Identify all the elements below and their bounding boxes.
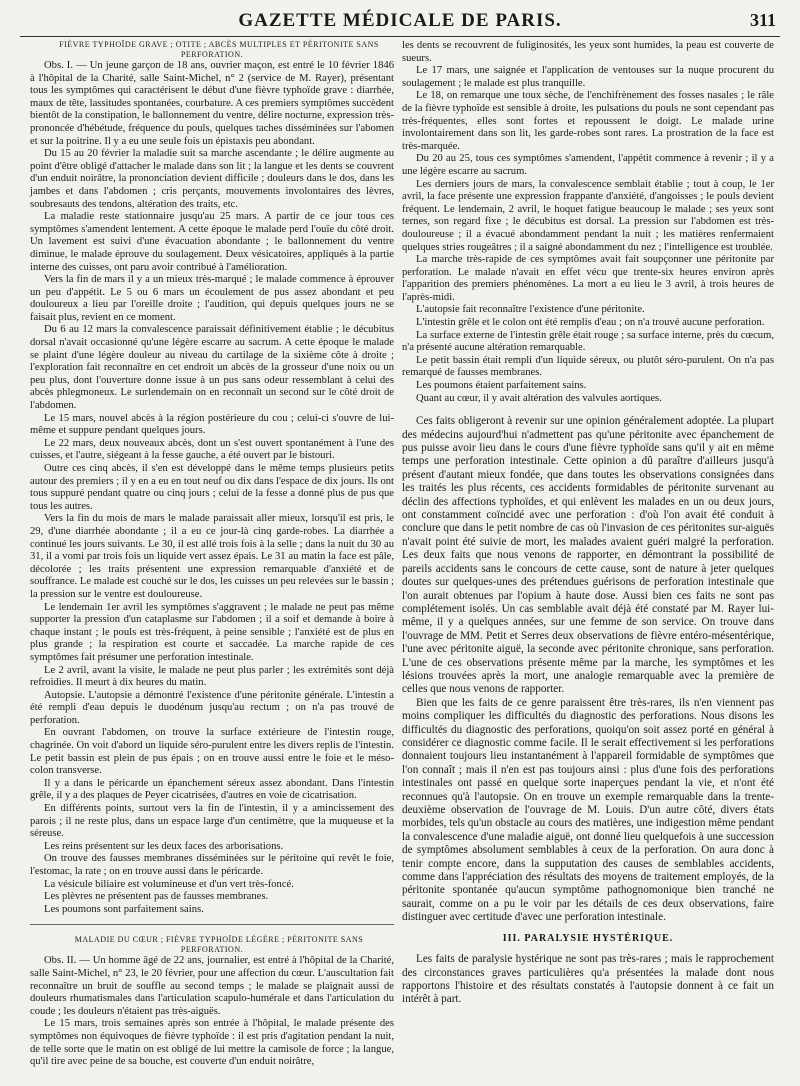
paragraph: Vers la fin de mars il y a un mieux très-marqué ; le malade commence à éprouver un peu d'appétit. Le 5 ou 6 mars un écoulement de pus assez abondant et peu douloureux a lieu par l'oreille droite ; l'audition, qui depuis quelques jours ne se faisait plus, revient en ce moment.	[30, 274, 394, 323]
journal-title: GAZETTE MÉDICALE DE PARIS.	[238, 10, 562, 31]
paragraph: Les reins présentent sur les deux faces des arborisations.	[44, 840, 284, 852]
paragraph: La surface externe de l'intestin grêle était rouge ; sa surface interne, près du cœcum, n'a présenté aucune altération remarquable.	[402, 329, 774, 354]
paragraph: L'autopsie fait reconnaître l'existence d'une péritonite.	[416, 304, 645, 316]
paragraph: La vésicule biliaire est volumineuse et d'un vert très-foncé.	[44, 878, 294, 890]
section3-title: III. PARALYSIE HYSTÉRIQUE.	[502, 932, 674, 944]
paragraph: Le 15 mars, trois semaines après son entrée à l'hôpital, le malade présente des symptômes non équivoques de fièvre typhoïde : il est pris d'agitation pendant la nuit, de telle sorte que le matin on est obligé de lui mettre la camisole de force ; la langue, qu'il tire avec peine de sa bouche, est couverte d'un enduit noirâtre,	[30, 1018, 394, 1068]
paragraph: Quant au cœur, il y avait altération des valvules aortiques.	[416, 392, 662, 404]
paragraph: Le 18, on remarque une toux sèche, de l'enchifrènement des fosses nasales ; le râle de la fièvre typhoïde est sensible à droite, les pulsations du pouls ne sont cependant pas très-fréquentes, elles sont fortes et repoussent le doigt. Le malade urine involontairement dans son lit, les garde-robes sont rares. La prostration de la face est très-marquée.	[402, 90, 774, 152]
paragraph: Les plèvres ne présentent pas de fausses membranes.	[44, 891, 269, 903]
paragraph: Le 22 mars, deux nouveaux abcès, dont un s'est ouvert spontanément à l'une des cuisses, et l'autre, siégeant à la fesse gauche, a été ouvert par le bistouri.	[30, 437, 394, 462]
paragraph: Bien que les faits de ce genre paraissent être très-rares, ils n'en viennent pas moins compliquer les difficultés du diagnostic des perforations. Nous disons les difficultés du diagnostic des perforations, quoiqu'on soit assez porté en général à considérer ce diagnostic comme facile. Il le serait effectivement si les perforations donnaient toujours lieu instantanément à l'appareil formidable de symptômes que l'on connaît ; mais il n'en est pas toujours ainsi : plus d'une fois des perforations intestinales ont passé en quelque sorte inaperçues pendant la vie, et n'ont été reconnues qu'à l'autopsie. On en trouve un exemple remarquable dans la trente-deuxième observation de l'ouvrage de M. Louis. D'un autre côté, divers états morbides, tels qu'un obstacle au cours des matières, une indigestion même pendant la convalescence d'une maladie aiguë, ont donné lieu quelquefois à une succession de symptômes absolument semblables à ceux de la perforation. On aura donc à tenir compte encore, dans la supputation des causes de semblables accidents, comme dans l'appréciation des résultats des moyens de traitement employés, de la péritonite spontanée qu'aucun symptôme pathognomonique bien tranché ne saurait, comme on a pu le voir par les détails de ces deux observations, faire distinguer avec certitude d'avec une perforation intestinale.	[402, 696, 774, 924]
paragraph: Le 2 avril, avant la visite, le malade ne peut plus parler ; les extrémités sont déjà refroidies. Il meurt à dix heures du matin.	[30, 664, 394, 689]
spacer	[402, 405, 774, 415]
paragraph: Le 17 mars, une saignée et l'application de ventouses sur la nuque procurent du soulagement ; le malade est plus tranquille.	[402, 65, 774, 89]
case2-continued	[402, 40, 774, 405]
paragraph: Ces faits obligeront à revenir sur une opinion généralement adoptée. La plupart des médecins aujourd'hui n'admettent pas qu'une péritonite avec épanchement de pus puisse avoir lieu dans le cours d'une fièvre typhoïde sans qu'il y ait en même temps une perforation intestinale. Cette opinion a dû paraître d'ailleurs jusqu'à présent d'autant mieux fondée, que dans toutes les observations consignées dans les traités les plus récents, ces accidents formidables de péritonite survenant au déclin des affections typhoïdes, et qui enlèvent les malades en un ou deux jours, ont constamment coïncidé avec une perforation : d'où l'on avait été conduit à conclure que dans le petit nombre de cas où l'invasion de ces péritonites sur-aiguës n'avait point été suivie de mort, les malades avaient guéri malgré la perforation. Les deux faits que nous venons de rapporter, en démontrant la possibilité de pareils accidents sans le concours de cette cause, sont de nature à jeter quelques doutes sur quelques-unes des prétendues guérisons de perforation intestinale que l'on aurait obtenues par l'opium à haute dose. Aussi bien ces faits ne sont pas complétement isolés. Un cas semblable avait déjà été constaté par M. Rayer lui-même, il y a quelques années, sur une femme de son service. On trouve dans l'ouvrage de MM. Petit et Serres deux observations de fièvre entéro-mésentérique, l'une avec péritonite aiguë, la seconde avec péritonite chronique, sans perforation. L'une de ces observations présente même par la marche, les symptômes et les lésions trouvées après la mort, une analogie remarquable avec la première de celles que nous venons de rapporter.	[402, 415, 774, 696]
paragraph: Le petit bassin était rempli d'un liquide séreux, ou plutôt séro-purulent. On n'a pas remarqué de fausses membranes.	[402, 354, 774, 379]
page-number: 311	[749, 10, 776, 30]
paragraph: En ouvrant l'abdomen, on trouve la surface extérieure de l'intestin rouge, chagrinée. On voit d'abord un liquide séro-purulent entre les divers replis de l'intestin. Le petit bassin est plein de pus épais ; on en trouve aussi entre le foie et le méso-colon transverse.	[30, 727, 394, 777]
paragraph: Du 6 au 12 mars la convalescence paraissait définitivement établie ; le décubitus dorsal n'avait occasionné qu'une légère escarre au sacrum. A cette époque le malade se plaint d'une légère douleur au niveau du cartilage de la sixième côte à droite ; l'exploration fait reconnaître en cet endroit un abcès de la grosseur d'une noix ou un peu plus, dont l'ouverture donne issue à un pus sans odeur ressemblant à celui des abcès phlegmoneux. Le surlendemain on en reconnaît un second sur le côté droit de l'abdomen.	[30, 324, 394, 412]
paragraph: La maladie reste stationnaire jusqu'au 25 mars. A partir de ce jour tous ces symptômes s'amendent lentement. A cette époque le malade perd l'ouïe du côté droit. Un lavement est suivi d'une évacuation abondante ; le ballonnement du ventre diminue, le malade éprouve du soulagement. Deux vésicatoires, appliqués à la partie interne des cuisses, ont paru avoir contribué à l'amélioration.	[30, 211, 394, 273]
paragraph: Le lendemain 1er avril les symptômes s'aggravent ; le malade ne peut pas même supporter la pression d'un cataplasme sur l'abdomen ; il a soif et demande à boire à chaque instant ; le pouls est très-fréquent, à peine sensible ; l'anxiété est de plus en plus grande ; la respiration est courte et saccadée. La marche rapide de ces symptômes fait présumer une perforation intestinale.	[30, 601, 394, 663]
case2-body	[30, 955, 394, 1068]
paragraph: Les faits de paralysie hystérique ne sont pas très-rares ; mais le rapprochement des circonstances graves particulières qu'a présentées la malade dont nous rapportons l'histoire et des résultats constatés à l'autopsie donnent à ce fait un intérêt à part.	[402, 953, 774, 1006]
paragraph: Les derniers jours de mars, la convalescence semblait établie ; tout à coup, le 1er avril, la face présente une expression frappante d'anxiété, d'angoisses ; le pouls devient fréquent. Le lendemain, 2 avril, le hoquet fatigue beaucoup le malade ; ses yeux sont ternes, son regard fixe ; le décubitus est dorsal. La pression sur l'abdomen est très-douloureuse ; il a évacué abondamment pendant la nuit ; les matières renfermaient quelques stries rougeâtres ; il a saigné abondamment du nez ; l'intelligence est troublée.	[402, 178, 774, 253]
left-column	[30, 40, 394, 1069]
divider	[30, 924, 394, 925]
paragraph: L'intestin grêle et le colon ont été remplis d'eau ; on n'a trouvé aucune perforation.	[416, 317, 765, 329]
paragraph: Il y a dans le péricarde un épanchement séreux assez abondant. Dans l'intestin grêle, il y a des plaques de Peyer cicatrisées, d'autres en voie de cicatrisation.	[30, 777, 394, 802]
paragraph: Les poumons sont parfaitement sains.	[44, 903, 204, 915]
paragraph: On trouve des fausses membranes disséminées sur le péritoine qui revêt le foie, l'estomac, la rate ; on en trouve aussi dans le péricarde.	[30, 853, 394, 877]
paragraph: Obs. II. — Un homme âgé de 22 ans, journalier, est entré à l'hôpital de la Charité, salle Saint-Michel, n° 23, le 20 février, pour une affection du cœur. L'auscultation fait reconnaître un bruit de souffle au second temps ; le malade se plaignait aussi de douleurs rhumatismales dans l'articulation scapulo-humérale et dans l'articulation du coude ; les douleurs n'étaient pas très-aiguës.	[30, 955, 394, 1017]
paragraph: Du 20 au 25, tous ces symptômes s'amendent, l'appétit commence à revenir ; il y a une légère escarre au sacrum.	[402, 153, 774, 177]
page-header	[20, 10, 780, 37]
paragraph: Obs. I. — Un jeune garçon de 18 ans, ouvrier maçon, est entré le 10 février 1846 à l'hôpital de la Charité, salle Saint-Michel, n° 2 (service de M. Rayer), présentant tous les symptômes qui caractérisent le début d'une fièvre typhoïde grave : diarrhée, maux de tête, lassitudes spontanées, courbature. A ces premiers symptômes succèdent bientôt de la constipation, le ballonnement du ventre, délire nocturne, expression très-prononcée d'hébétude, fréquence du pouls, quelques taches disséminées sur l'abomen et sur la poitrine. Il y a eu une seule fois un épistaxis peu abondant.	[30, 60, 394, 147]
paragraph: Outre ces cinq abcès, il s'en est développé dans le même temps plusieurs petits autour des premiers ; il y en a eu en tout neuf ou dix dans l'espace de dix jours. Ils ont tous suppuré pendant quatre ou cinq jours ; celui de la fesse a donné plus de pus que tous les autres.	[30, 463, 394, 512]
paragraph: les dents se recouvrent de fuliginosités, les yeux sont humides, la peau est couverte de sueurs.	[402, 40, 774, 64]
discussion	[402, 415, 774, 924]
paragraph: La marche très-rapide de ces symptômes avait fait soupçonner une péritonite par perforation. Le malade n'avait en effet vécu que trente-six heures environ après l'apparition des premiers phénomènes. La mort a eu lieu le 3 avril, à trois heures de l'après-midi.	[402, 254, 774, 303]
case2-title: MALADIE DU CŒUR ; FIÈVRE TYPHOÏDE LÉGÈRE ; PÉRITONITE SANS PERFORATION.	[74, 935, 364, 955]
paragraph: Le 15 mars, nouvel abcès à la région postérieure du cou ; celui-ci s'ouvre de lui-même et suppure pendant quelques jours.	[30, 412, 394, 437]
paragraph: Les poumons étaient parfaitement sains.	[416, 380, 587, 392]
paragraph: Du 15 au 20 février la maladie suit sa marche ascendante ; le délire augmente au point d'être obligé d'attacher le malade dans son lit ; la langue et les dents se couvrent d'un enduit noirâtre, la prononciation devient difficile ; douleurs dans le dos, dans les jambes et dans l'abdomen ; cris perçants, mouvements involontaires des lèvres, soubresauts des tendons, altération des traits, etc.	[30, 148, 394, 210]
paragraph: Autopsie. L'autopsie a démontré l'existence d'une péritonite générale. L'intestin a été rempli d'eau depuis le duodénum jusqu'au rectum ; on n'a pas trouvé de perforation.	[30, 689, 394, 726]
paragraph: En différents points, surtout vers la fin de l'intestin, il y a amincissement des parois ; il ne reste plus, dans un espace large d'un centimètre, que la muqueuse et la séreuse.	[30, 803, 394, 840]
right-column	[402, 40, 774, 1007]
case1-body	[30, 60, 394, 916]
paragraph: Vers la fin du mois de mars le malade paraissait aller mieux, lorsqu'il est pris, le 29, d'une diarrhée abondante ; il a eu ce jour-là cinq garde-robes. La diarrhée a continué les jours suivants. Le 30, il est allé trois fois à la selle ; dans la nuit du 30 au 31, il a vomi par trois fois un liquide vert assez épais. Le 31 au matin la face est pâle, décolorée ; les traits présentent une expression remarquable d'anxiété et de souffrance. Le malade est couché sur le dos, les cuisses un peu relevées sur le bassin ; la pression sur le ventre est douloureuse.	[30, 513, 394, 600]
case1-title: FIÈVRE TYPHOÏDE GRAVE ; OTITE ; ABCÈS MULTIPLES ET PÉRITONITE SANS PERFORATION.	[59, 40, 379, 59]
